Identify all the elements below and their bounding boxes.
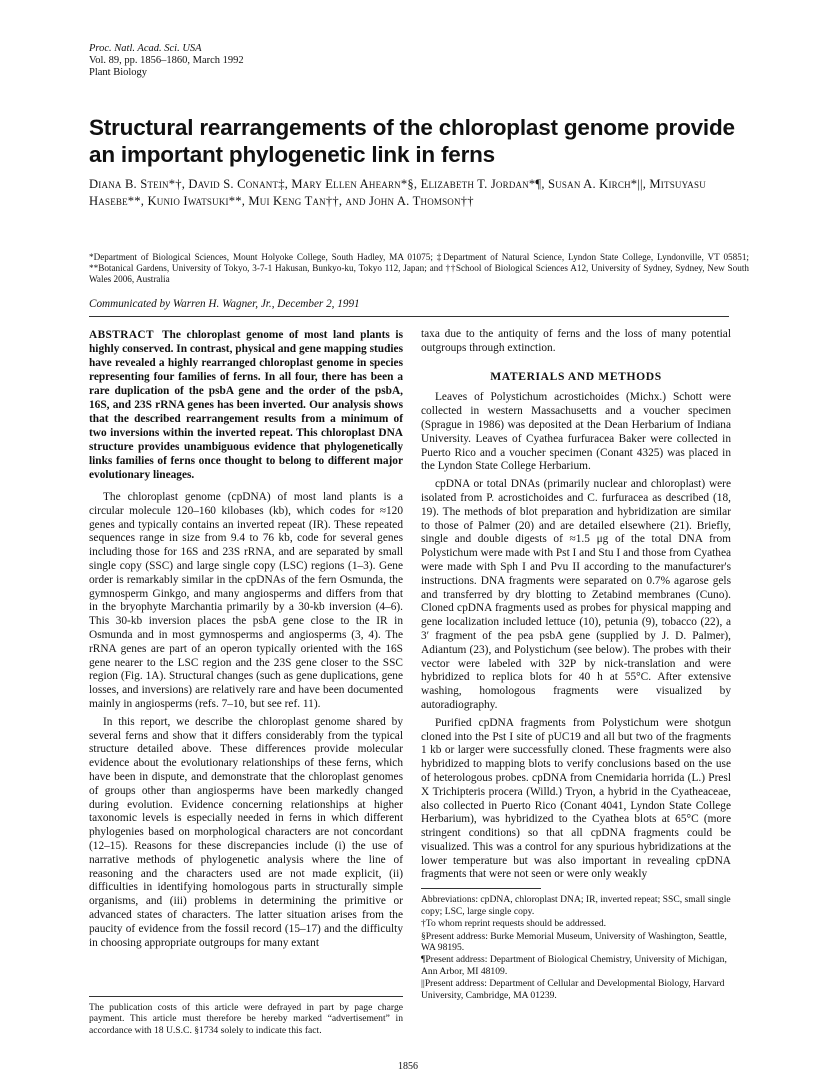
footnote-reprint: †To whom reprint requests should be addressed. — [421, 918, 607, 930]
footnote-divider — [89, 996, 403, 997]
volume-line: Vol. 89, pp. 1856–1860, March 1992 — [89, 55, 244, 66]
publication-cost-note: The publication costs of this article were defrayed in part by page charge payment. This article must therefore be hereby marked “advertisement” in accordance with 18 U.S.C. §1734 solely to indicate this fact. — [89, 1002, 403, 1036]
header-divider — [89, 316, 729, 317]
methods-paragraph-3: Purified cpDNA fragments from Polystichum were shotgun cloned into the Pst I site of pUC19 and all but two of the fragments 1 kb or larger were successfully cloned. These fragments were also hybridized to mapping blots to verify conclusions based on the use of heterologous probes. cpDNA from Cnemidaria horrida (L.) Presl X Trichipteris procera (Willd.) Tryon, a hybrid in the Cyatheaceae, also collected in Puerto Rico (Conant 4041, Lyndon State College Herbarium), was hybridized to the Cyathea blots at 65°C (more stringent conditions) so that all cpDNA fragments could be visualized. This was a control for any spurious hybridizations at the lower temperature but was also important in revealing cpDNA fragments that were not seen or were only weakly — [421, 716, 731, 881]
article-title: Structural rearrangements of the chloroplast genome provide an important phylogenetic link in ferns — [89, 115, 735, 167]
footnote-address-2: ¶Present address: Department of Biological Chemistry, University of Michigan, Ann Arbor, MI 48109. — [421, 954, 727, 977]
abstract-text: The chloroplast genome of most land plants is highly conserved. In contrast, physical and gene mapping studies have revealed a highly rearranged chloroplast genome in species representing four families of ferns. In all four, there has been a rare duplication of the psbA gene and the order of the psbA, 16S, and 23S rRNA genes has been inverted. Our analysis shows that the described rearrangement results from a minimum of two inversions within the inverted repeat. This chloroplast DNA structure provides unambiguous evidence that phylogenetically links families of ferns once thought to belong to different major evolutionary lineages. — [89, 329, 403, 481]
journal-header — [89, 43, 244, 79]
communicated-by: Communicated by Warren H. Wagner, Jr., December 2, 1991 — [89, 298, 360, 310]
affiliations: *Department of Biological Sciences, Mount Holyoke College, South Hadley, MA 01075; ‡Department of Natural Science, Lyndon State College, Lyndonville, VT 05851; **Botanical Gardens, University of Tokyo, 3-7-1 Hakusan, Bunkyo-ku, Tokyo 112, Japan; and ††School of Biological Sciences A12, University of Sydney, Sydney, New South Wales 2006, Australia — [89, 252, 749, 285]
methods-paragraph-2: cpDNA or total DNAs (primarily nuclear and chloroplast) were isolated from P. acrostichoides and C. furfuracea as described (18, 19). The methods of blot preparation and hybridization are similar to those of Palmer (20) and are detailed elsewhere (21). Briefly, single and double digests of ≈1.5 μg of the total DNA from Polystichum were made with Pst I and Stu I and those from Cyathea were made with Sph I and Pvu II according to the manufacturer's instructions. DNA fragments were separated on 0.7% agarose gels and transferred by dry blotting to Zetabind membranes (Cuno). Cloned cpDNA fragments used as probes for physical mapping and gene localization included lettuce (10), petunia (9), tobacco (22), a 3′ fragment of the pea psbA gene (supplied by J. D. Palmer), Adiantum (23), and Polystichum (see below). The probes with their vector were labeled with 32P by nick-translation and were hybridized to replica blots for 40 h at 55°C. After extensive washing, homologous fragments were visualized by autoradiography. — [421, 478, 732, 711]
footnotes — [421, 894, 731, 1001]
footnote-abbreviations: Abbreviations: cpDNA, chloroplast DNA; IR, inverted repeat; SSC, small single copy; LSC, large single copy. — [421, 894, 731, 917]
right-column — [421, 328, 731, 1002]
journal-section: Plant Biology — [89, 67, 148, 78]
journal-name: Proc. Natl. Acad. Sci. USA — [89, 43, 202, 54]
intro-continuation: taxa due to the antiquity of ferns and the loss of many potential outgroups through extinction. — [421, 328, 731, 354]
footnote-address-3: ||Present address: Department of Cellular and Developmental Biology, Harvard University, Cambridge, MA 01239. — [421, 978, 725, 1001]
abstract-label: ABSTRACT — [89, 329, 154, 341]
left-column — [89, 328, 403, 954]
methods-heading: MATERIALS AND METHODS — [490, 369, 662, 383]
abstract — [89, 328, 403, 482]
page-number: 1856 — [398, 1061, 418, 1072]
methods-paragraph-1: Leaves of Polystichum acrostichoides (Michx.) Schott were collected in western Massachusetts and a voucher specimen (Sprague in 1986) was deposited at the Dean Herbarium of Indiana University. Leaves of Cyathea furfuracea Baker were collected in Puerto Rico and a voucher specimen (Conant 4325) was placed in the Lyndon State College Herbarium. — [421, 391, 731, 473]
intro-paragraph-2: In this report, we describe the chloroplast genome shared by several ferns and show that it differs considerably from the typical structure detailed above. These differences provide molecular evidence about the evolutionary relationships of these ferns, which have been in dispute, and demonstrate that the chloroplast genomes of groups other than angiosperms have been markedly changed during evolution. Evidence concerning relationships at higher taxonomic levels is especially needed in ferns in which different phylogenies based on morphological characters are not concordant (12–15). Reasons for these discrepancies include (i) the use of narrative methods of phylogenetic analysis where the line of reasoning and the characters used are not made explicit, (ii) difficulties in identifying homologous parts in structurally simple organisms, and (iii) problems in determining the primitive or advanced states of characters. The latter situation arises from the paucity of evidence from the fossil record (15–17) and the difficulty in choosing appropriate outgroups for many extant — [89, 715, 403, 949]
author-list: Diana B. Stein*†, David S. Conant‡, Mary Ellen Ahearn*§, Elizabeth T. Jordan*¶, Susan A. Kirch*||, Mitsuyasu Hasebe**, Kunio Iwatsuki**, Mui Keng Tan††, and John A. Thomson†† — [89, 177, 706, 208]
footnote-divider — [421, 888, 541, 889]
footnote-address-1: §Present address: Burke Memorial Museum, University of Washington, Seattle, WA 98195. — [421, 930, 727, 953]
intro-paragraph-1: The chloroplast genome (cpDNA) of most land plants is a circular molecule 120–160 kilobases (kb), which codes for ≈120 genes and typically contains an inverted repeat (IR). These repeated sequences range in size from 9.4 to 76 kb, code for several genes including those for 16S and 23S rRNA, and are separated by small single copy (SSC) and large single copy (LSC) regions (1–3). Gene order is remarkably similar in the cpDNAs of the fern Osmunda, the gymnosperm Ginkgo, and many angiosperms and differs from that in the bryophyte Marchantia primarily by a 30-kb inversion (4–6). This 30-kb inversion places the psbA gene close to the IR in Osmunda and in most gymnosperms and angiosperms (3, 4). The rRNA genes are part of an operon typically oriented with the 16S gene nearer to the LSC region and the 23S gene closer to the SSC region (Fig. 1A). Structural changes (such as gene duplications, gene losses, and inversions) are relatively rare and have been documented mainly in angiosperms (refs. 7–10, but see ref. 11). — [89, 491, 403, 710]
